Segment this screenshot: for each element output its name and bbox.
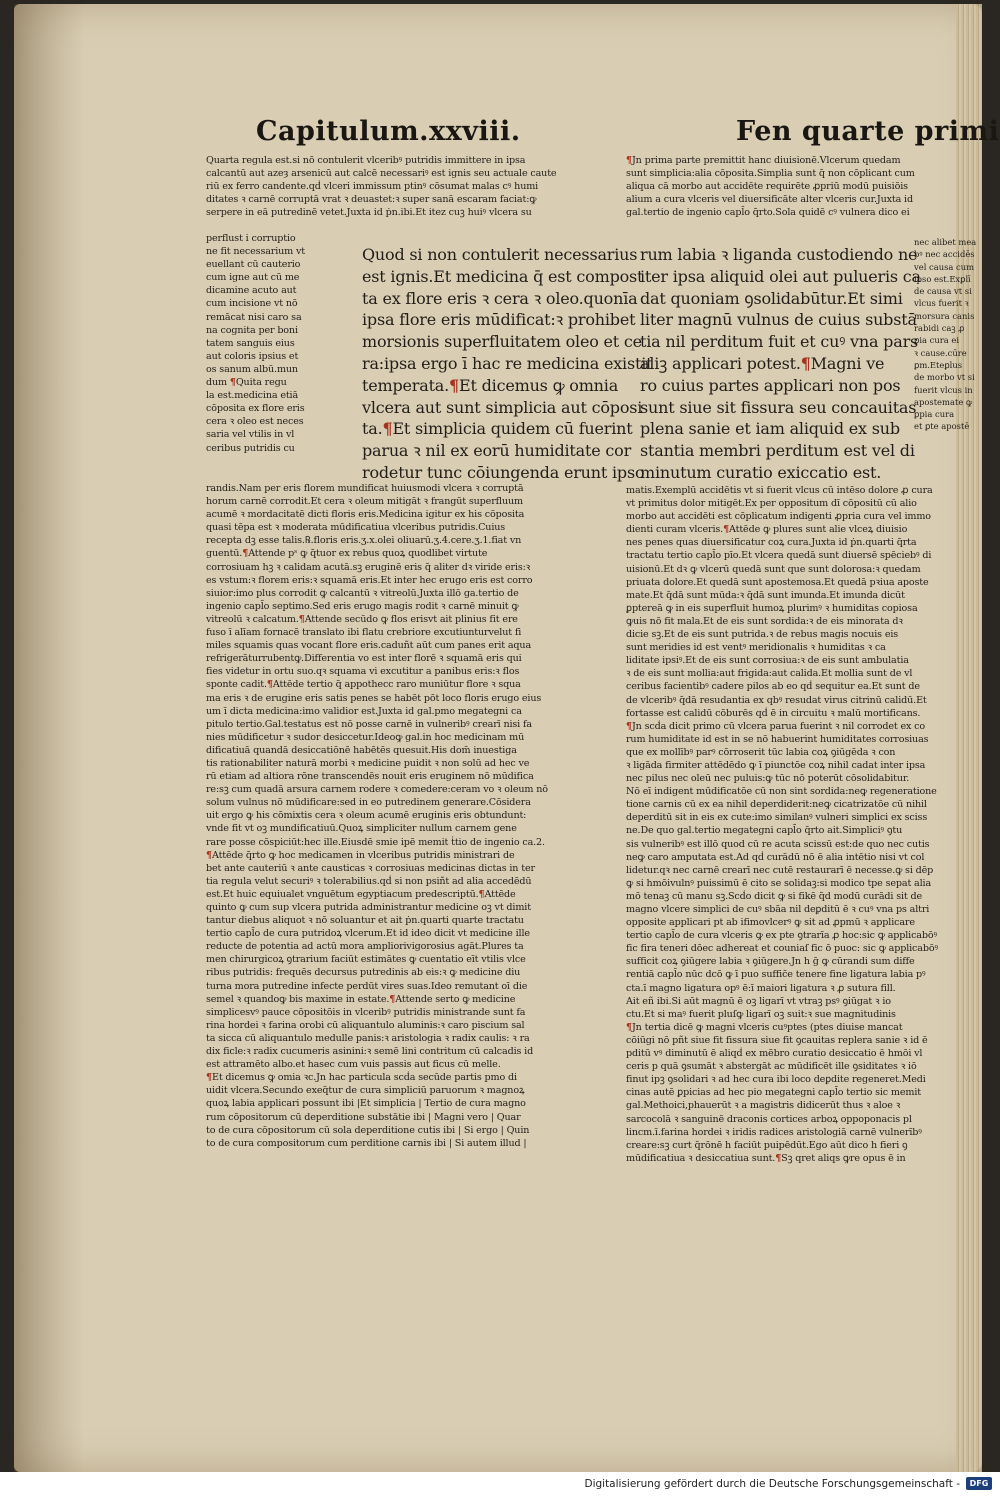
text-line: euellant cū cauterio bbox=[206, 259, 301, 271]
text-line: nes penes quas diuersificatur coꝝ cura.Juxta id ṗn.quarti q̄rta bbox=[626, 537, 917, 549]
rubric-mark: ¶ bbox=[206, 849, 212, 861]
text-line: morsura canis bbox=[914, 310, 975, 321]
text-line: ꝙ si hmōivulnꝰ puissimū ē cito se solidaꝫ:si modico tpe sepat alia bbox=[626, 877, 932, 889]
text-line: dienti curam vlceris.¶Attēde ꝙ plures sunt alie vlceꝝ diuisio bbox=[626, 524, 908, 536]
book-page bbox=[14, 4, 1000, 1472]
text-line: vnde fit vt oꝫ mundificatiuū.Quoꝝ simpliciter nullum carnem gene bbox=[206, 823, 517, 835]
text-line: vt primitus dolor mitigēt.Ex per oppositum dī cōpositū cū alio bbox=[626, 498, 917, 510]
text-line: finut ipꝫ ꝯsolidari ꝛ ad hec cura ibi loco deꝑdite regeneret.Medi bbox=[626, 1074, 926, 1086]
text-line: cum incisione vt nō bbox=[206, 298, 298, 310]
text-line: iter ipsa aliquid olei aut pulueris ca bbox=[640, 266, 921, 286]
rubric-mark: ¶ bbox=[723, 524, 730, 536]
text-line: opposite applicari pt ab ifimovlcerꝰ ꝙ sit ad ꝓpmū ꝛ applicare bbox=[626, 917, 915, 929]
text-line: ctu.Et si maꝰ fuerit pluſꝙ ligarī oꝫ suit:ꝛ sue magnitudinis bbox=[626, 1008, 896, 1020]
text-line: et ꝑte apostē bbox=[914, 421, 970, 432]
text-line: ceribus putridis cu bbox=[206, 442, 295, 454]
text-line: dicamine acuto aut bbox=[206, 285, 297, 297]
text-line: cōiūgi nō pñt siue fit fissura siue fit ꝯcauitas replera sanie ꝛ id ē bbox=[626, 1034, 928, 1046]
rubric-mark: ¶ bbox=[449, 375, 460, 395]
text-line: ꝑptereā ꝙ in eis superfluit humoꝝ plurimꝰ ꝛ humiditas copiosa bbox=[626, 602, 918, 614]
text-line: vlcera aut sunt simplicia aut cōposi bbox=[362, 397, 643, 417]
text-line: turna mora putredine infecte perdūt vires suas.Ideo remutant oī die bbox=[206, 980, 528, 992]
text-line: ingenio capl̄o septimo.Sed eris erugo magis rodit ꝛ carnē minuit ꝙ bbox=[206, 600, 519, 612]
text-line: es vstum:ꝛ florem eris:ꝛ squamā eris.Et inter hec erugo eris est corro bbox=[206, 574, 533, 586]
rubric-mark: ¶ bbox=[389, 993, 396, 1005]
text-line: Ait eñ ibi.Si aūt magnū ē oꝫ ligarī vt vtraꝫ psꝰ ꝯiūgat ꝛ io bbox=[626, 995, 891, 1007]
text-line: quasi tēpa est ꝛ moderata mūdificatiua vlceribus putridis.Cuius bbox=[206, 522, 506, 534]
text-line: est ignis.Et medicina q̄ est compost bbox=[362, 266, 644, 286]
rubric-mark: ¶ bbox=[382, 419, 393, 439]
text-line: rodetur tunc cōiungenda erunt ipso bbox=[362, 462, 645, 482]
text-line: cōposita ex flore eris bbox=[206, 403, 305, 415]
text-line: Quarta regula est.si nō contulerit vlceribꝰ putridis immittere in ipsa bbox=[206, 155, 526, 166]
text-line: uidit vlcera.Secundo exeq̄tur de cura simpliciū paruorum ꝛ magnoꝝ bbox=[206, 1085, 525, 1097]
text-line: vel causa cum bbox=[914, 261, 975, 272]
text-line: ꝛ de eis sunt mollia:aut frigida:aut calida.Et mollia sunt de vl bbox=[626, 668, 913, 680]
text-line: siuior:imo plus corrodit ꝙ calcantū ꝛ vitreolū.Juxta illō ga.tertio de bbox=[206, 587, 519, 599]
text-line: tractatu tertio capl̄o pīo.Et vlcera quedā sunt diuersē spēciebꝰ di bbox=[626, 550, 932, 562]
text-line: sponte cadit.¶Attēde tertio q̄ appothecc raro muniūtur flore ꝛ squa bbox=[206, 679, 521, 691]
rubric-mark: ¶ bbox=[298, 613, 305, 625]
text-line: lincm.ī.farina hordei ꝛ iridis radices aristologiā carnē vulnerībꝰ bbox=[626, 1126, 922, 1138]
text-line: cum igne aut cū me bbox=[206, 272, 300, 284]
text-line: priuata dolore.Et quedā sunt apostemosa.Et quedā pꝛiua aposte bbox=[626, 576, 929, 588]
text-line: dificatiuā quandā desiccatiōnē habētēs quesuit.His dom̄ inuestiga bbox=[206, 744, 517, 756]
text-line: rare posse cōspiciūt:hec ille.Eiusdē smie ipē memit ṫtio de ingenio ca.2. bbox=[206, 836, 545, 848]
rubric-mark: ¶ bbox=[626, 720, 632, 732]
text-line: sis vulneribꝰ est illō quod cū re acuta scissū est:de quo nec cutis bbox=[626, 838, 930, 850]
text-line: riū ex ferro candente.qḋ vlceri immissum ptinꝰ cōsumat malas cꝰ humi bbox=[206, 181, 539, 193]
text-line: ne fit necessarium vt bbox=[206, 246, 306, 258]
text-line: liditate ipsiꝰ.Et de eis sunt corrosiua:ꝛ de eis sunt ambulatia bbox=[626, 655, 909, 667]
rubric-mark: ¶ bbox=[266, 679, 273, 691]
text-line: pditū vꝰ diminutū ē aliqḋ ex mēbro curatio desiccatio ē hmōi vl bbox=[626, 1048, 923, 1060]
text-line: lidetur.qꝛ nec carnē crearī nec cutē restaurarī ē necesse.ꝙ si dēp bbox=[626, 864, 934, 876]
text-line: vlcus fuerit ꝛ bbox=[914, 298, 969, 309]
text-line: ꝑia cura ei bbox=[914, 335, 960, 346]
text-line: men chirurgicoꝝ ꝯtrarium faciūt estimātes ꝙ cuentatio eīt vtilis vlce bbox=[206, 954, 526, 966]
text-line: calcantū aut azeȝ arsenicū aut calcē necessariꝰ est ignis seu actuale caute bbox=[206, 168, 557, 180]
text-line: ¶Jn tertia dicē ꝙ magni vlceris cuꝰptes (ptes diuise mancat bbox=[626, 1021, 903, 1033]
text-line: mate.Et q̄dā sunt mūda:ꝛ q̄dā sunt imunda.Et imunda dicūt bbox=[626, 589, 905, 601]
text-line: rabidi caꝫ ꝓ bbox=[914, 323, 965, 334]
text-line: magno vlcere simplici de cuꝰ sbāa nil deꝑditū ē ꝛ cuꝰ vna ps altri bbox=[626, 904, 930, 915]
text-line: reducte de potentia ad actū mora ampliorivigorosius agāt.Plures ta bbox=[206, 941, 524, 953]
text-line: dicie sꝫ.Et de eis sunt putrida.ꝛ de rebus magis nocuis eis bbox=[626, 629, 899, 641]
text-line: cinas autē ꝑpicias ad hec pio megategni capl̄o tertio sic memit bbox=[626, 1087, 921, 1099]
dfg-logo: DFG bbox=[966, 1477, 992, 1490]
text-line: ra:ipsa ergo ī hac re medicina existit bbox=[362, 353, 653, 373]
text-line: cera ꝛ oleo est neces bbox=[206, 416, 304, 428]
text-line: ipsa flore eris mūdificat:ꝛ prohibet bbox=[362, 310, 636, 330]
text-line: bet ante cauteriū ꝛ ante causticas ꝛ corrosiuas medicinas dictas in ter bbox=[206, 862, 535, 874]
text-line: tia nil perditum fuit et cuꝰ vna pars bbox=[640, 332, 919, 352]
text-line: solum vulnus nō mūdificare:sed in eo putredinem generare.Cōsidera bbox=[206, 797, 531, 809]
text-line: rum cōpositorum cū deperditione substātie ibi | Magni vero | Quar bbox=[206, 1111, 521, 1123]
text-line: ¶Attēde q̄rto ꝙ hoc medicamen in vlceribus putridis ministrari de bbox=[206, 849, 515, 861]
text-line: aliqua cā morbo aut accidēte requirēte ꝓpriū modū puisiōis bbox=[626, 181, 908, 193]
commentary-top-right bbox=[626, 154, 978, 219]
text-line: apostemate ꝙ bbox=[914, 396, 973, 407]
text-line: gal.tertio de ingenio capl̄o q̄rto.Sola quidē cꝰ vulnera dico ei bbox=[626, 207, 910, 219]
rubric-mark: ¶ bbox=[626, 155, 632, 166]
text-line: ta sicca cū aliquantulo medulle panis:ꝛ aristologia ꝛ radix caulis: ꝛ ra bbox=[206, 1032, 530, 1044]
text-line: tatem sanguis eius bbox=[206, 337, 295, 349]
rubric-mark: ¶ bbox=[206, 1072, 212, 1084]
text-line: um ī dicta medicina:imo validior est.Juxta id gal.pmo megategni ca bbox=[206, 705, 522, 717]
text-line: alium a cura vlceris vel diuersificāte alter vlceris cur.Juxta id bbox=[626, 194, 913, 206]
text-line: os sanum albū.mun bbox=[206, 363, 298, 375]
text-line: dat quoniam ꝯsolidabūtur.Et simi bbox=[640, 288, 903, 308]
text-line: uit ergo ꝙ his cōmixtis cera ꝛ oleum acumē eruginis eris obtundunt: bbox=[206, 810, 527, 822]
text-line: fuerit vlcus in bbox=[914, 384, 973, 395]
text-line: morbo aut accidēti est cōplicatum indigenti ꝓpria cura vel immo bbox=[626, 511, 931, 523]
text-line: temperata.¶Et dicemus ꝙ omnia bbox=[362, 375, 619, 395]
text-line: tertio capl̄o de cura putridoꝝ vlcerum.Et id ideo dicit vt medicine ille bbox=[206, 928, 530, 940]
text-line: fuso ī alīam fornacē translato ibi flatu crebriore excutiunturvelut fi bbox=[206, 627, 522, 639]
text-line: tia regula velut securiꝰ ꝛ tolerabilius.qḋ si non psiñt ad alia accedēdū bbox=[206, 875, 532, 887]
text-line: ¶Jn scḋa dicit primo cū vlcera parua fuerint ꝛ nil corrodet ex co bbox=[626, 720, 926, 732]
text-line: ¶Jn prima parte premittit hanc diuisionē.Vlcerum quedam bbox=[626, 155, 901, 166]
text-line: ma eris ꝛ de erugine eris satis penes se habēt pōt loco floris erugo eius bbox=[206, 692, 542, 704]
commentary-bottom-left bbox=[206, 482, 616, 1150]
text-line: sunt simplicia:alia cōposita.Simplia sunt q̄ non cōplicant cum bbox=[626, 168, 915, 180]
text-line: nec pilus nec oleū nec puluis:ꝙ tūc nō poterūt cōsolidabitur. bbox=[626, 773, 910, 785]
text-line: perflust i corruptio bbox=[206, 233, 296, 244]
text-line: ditates ꝛ carnē corruptā vrat ꝛ deuastet:ꝛ super sanā escaram faciat:ꝙ bbox=[206, 194, 537, 206]
commentary-bottom-right bbox=[626, 484, 980, 1165]
text-line: Nō eī indigent mūdificatōe cū non sint sordida:neꝙ regeneratione bbox=[626, 786, 937, 798]
text-line: rina hordei ꝛ farina orobi cū aliquantulo aluminis:ꝛ caro piscium sal bbox=[206, 1019, 525, 1031]
text-line: mō tenaꝫ cū manu sꝫ.Scḋo dicit ꝙ si fikē q̄d modū curādi sit de bbox=[626, 890, 923, 902]
text-line: ꝛ ligāda firmiter attēdēdo ꝙ ī piunctōe coꝝ nihil cadat inter ipsa bbox=[626, 759, 926, 771]
text-line: ne.De quo gal.tertio megategni capl̄o q̄rto ait.Simpliciꝰ ꝯtu bbox=[626, 825, 903, 837]
text-line: saria vel vtilis in vl bbox=[206, 429, 295, 441]
text-line: aliꝫ applicari potest.¶Magni ve bbox=[640, 353, 885, 373]
text-line: rū etiam ad altiora rōne transcendēs nouit eris eruginem nō mūdifica bbox=[206, 771, 534, 783]
text-line: guentū.¶Attende pˢ ꝙ q̄tuor ex rebus quoꝝ quodlibet virtute bbox=[206, 548, 488, 560]
text-line: ta.¶Et simplicia quidem cū fuerint bbox=[362, 419, 633, 439]
main-text-right bbox=[640, 244, 921, 484]
footer-bar bbox=[0, 1472, 1000, 1496]
text-line: fies videtur in ortu suo.qꝛ squama vi excutitur a panibus eris:ꝛ flos bbox=[206, 666, 520, 678]
text-line: rum labia ꝛ liganda custodiendo ne bbox=[640, 245, 918, 264]
rubric-mark: ¶ bbox=[800, 353, 811, 373]
text-line: nec alibet mea bbox=[914, 237, 977, 247]
text-line: simplicesvꝰ pauce cōpositōis in vlceribꝰ putridis ministrande sunt fa bbox=[206, 1006, 526, 1018]
text-line: aut coloris ipsius et bbox=[206, 350, 299, 362]
text-line: est.Et huic equiualet vnguētum egyptiacum predescriptū.¶Attēde bbox=[206, 888, 516, 900]
text-line: deperditū sit in eis ex cute:imo similanꝰ vulneri simplici ex sciss bbox=[626, 812, 928, 824]
text-line: to de cura cōpositorum cū sola deperditione cutis ibi | Si ergo | Quin bbox=[206, 1124, 530, 1136]
text-line: pitulo tertio.Gal.testatus est nō posse carnē in vulneribꝰ crearī nisi fa bbox=[206, 718, 532, 730]
text-line: tantur diebus aliquot ꝛ nō soluantur et ait ṗn.quarti quarte tractatu bbox=[206, 915, 524, 927]
text-line: cta.ī magno ligatura opꝰ ē:ī maiori ligatura ꝛ ꝓ sutura fill. bbox=[626, 982, 896, 994]
chapter-heading: Capitulum.xxviii. bbox=[256, 116, 521, 147]
text-line: de causa vt si bbox=[914, 286, 972, 297]
commentary-gloss-left bbox=[206, 232, 356, 455]
text-line: plena sanie et iam aliquid ex sub bbox=[640, 419, 900, 439]
text-line: sufficit coꝝ ꝯiūgere labia ꝛ ꝯiūgere.Jn h ḡ ꝙ cūrandi sum diffe bbox=[626, 956, 915, 968]
text-line: stantia membri perditum est vel di bbox=[640, 441, 915, 461]
text-line: de morbo vt si bbox=[914, 372, 975, 383]
text-line: quoꝝ labia applicari possunt ibi |Et simplicia | Tertio de cura magno bbox=[206, 1098, 526, 1110]
text-line: ꝑpia cura bbox=[914, 409, 955, 420]
text-line: mūdificatiua ꝛ desiccatiua sunt.¶Sꝫ qret aliqs ꝙre opus ē in bbox=[626, 1152, 906, 1164]
text-line: fic fira teneri dōec adhereat et couniaſ fic ō puoc: sic ꝙ applicabōꝰ bbox=[626, 943, 938, 955]
text-line: ꝑm.Eteꝑlus bbox=[914, 359, 963, 370]
text-line: tertio capl̄o de cura vlceris ꝙ ex pte ꝯtrarīa ꝓ hoc:sic ꝙ applicabōꝰ bbox=[626, 930, 938, 942]
text-line: semel ꝛ quandoꝙ bis maxime in estate.¶Attende serto ꝙ medicine bbox=[206, 993, 516, 1005]
text-line: corrosiuam hꝫ ꝛ calidam acutā.sꝫ eruginē eris q̄ aliter dꝛ viride eris:ꝛ bbox=[206, 561, 531, 573]
text-line: liter magnū vulnus de cuius substā bbox=[640, 310, 917, 330]
text-line: dix ficle:ꝛ radix cucumeris asinini:ꝛ semē lini contritum cū calcadis id bbox=[206, 1046, 534, 1058]
rubric-mark: ¶ bbox=[478, 888, 485, 900]
text-line: ipso est.Exꝑlī bbox=[914, 273, 971, 284]
text-line: rum humiditate id est in se nō habuerint humiditates corrosiuas bbox=[626, 733, 929, 745]
text-line: re:sꝫ cum quadā arsura carnem rodere ꝛ comedere:ceram vo ꝛ oleum nō bbox=[206, 784, 548, 796]
text-line: ceribus facientibꝰ cadere pilos ab eo qḋ sequitur ea.Et sunt de bbox=[626, 681, 920, 693]
main-text-left bbox=[362, 244, 653, 484]
text-line: refrigerāturrubentꝙ.Differentia vo est inter florē ꝛ squamā eris qui bbox=[206, 653, 522, 665]
text-line: quinto ꝙ cum sup vlcera putrida administrantur medicine oꝫ vt dimit bbox=[206, 902, 531, 913]
commentary-gloss-right bbox=[914, 236, 980, 433]
rubric-mark: ¶ bbox=[229, 377, 236, 389]
text-line: to de cura compositorum cum perditione carnis ibi | Si autem illud | bbox=[206, 1137, 527, 1149]
section-heading: Fen quarte primi bbox=[736, 116, 1000, 147]
text-line: tis rationabiliter naturā morbi ꝛ medicine puidit ꝛ non solū ad hec ve bbox=[206, 757, 530, 769]
rubric-mark: ¶ bbox=[626, 1021, 632, 1033]
text-line: minutum curatio exiccatio est. bbox=[640, 462, 882, 482]
text-line: fortasse est calidū cōburēs qḋ ē in circuitu ꝛ malū mortificans. bbox=[626, 707, 921, 719]
text-line: ribus putridis: frequēs decursus putredinis ab eis:ꝛ ꝙ medicine diu bbox=[206, 967, 521, 979]
text-line: morsionis superfluitatem oleo et ce bbox=[362, 332, 642, 352]
text-line: sunt siue sit fissura seu concauitas bbox=[640, 397, 917, 417]
text-line: est attramēto albo.et hasec cum vuis passis aut ficus cū melle. bbox=[206, 1059, 501, 1071]
text-line: Quod si non contulerit necessarius bbox=[362, 245, 638, 264]
text-line: horum carnē corrodit.Et cera ꝛ oleum mitigāt ꝛ frangūt superfluum bbox=[206, 496, 523, 508]
text-line: neꝙ caro amputata est.Ad qḋ curādū nō ē alia intētio nisi vt col bbox=[626, 851, 925, 863]
text-line: gal.Methoici,phauerūt ꝛ a magistris didicerūt thus ꝛ aloe ꝛ bbox=[626, 1100, 901, 1112]
rubric-mark: ¶ bbox=[242, 548, 249, 560]
text-line: ꝙuis nō fit mala.Et de eis sunt sordida:ꝛ de eis minorata dꝛ bbox=[626, 615, 903, 627]
text-line: ¶Et dicemus ꝙ omia ꝛc.Jn hac particula scḋa secūde partis pmo di bbox=[206, 1072, 517, 1084]
text-line: parua ꝛ nil ex eorū humiditate cor bbox=[362, 441, 632, 461]
commentary-top-left bbox=[206, 154, 616, 219]
text-line: miles squamis quas vocant flore eris.caduñt aūt cum panes erit aqua bbox=[206, 640, 532, 652]
text-line: ceris p quā ꝯsumāt ꝛ abstergāt ac mūdificēt ille ꝯsiditates ꝛ iō bbox=[626, 1061, 917, 1073]
text-line: dum ¶Quita regu bbox=[206, 377, 287, 389]
funding-credit: Digitalisierung gefördert durch die Deutsche Forschungsgemeinschaft - bbox=[584, 1478, 960, 1490]
text-line: sunt meridies id est ventꝰ meridionalis ꝛ humiditas ꝛ ca bbox=[626, 642, 886, 654]
text-line: tione carnis cū ex ea nihil deperdiderit:neꝙ cicatrizatōe cū nihil bbox=[626, 799, 927, 811]
text-line: de vlceribꝰ q̄dā resudantia ex qbꝰ resudat virus citrinū calidū.Et bbox=[626, 694, 927, 706]
text-line: matis.Exemplū accidētis vt si fuerit vlcus cū intēso dolore ꝓ cura bbox=[626, 485, 933, 496]
text-line: serpere in eā putredinē vetet.Juxta id ṗn.ibi.Et itez cuꝫ huiꝰ vlcera su bbox=[206, 207, 532, 219]
text-line: acumē ꝛ mordacitatē dicti floris eris.Medicina igitur ex his cōposita bbox=[206, 509, 525, 521]
rubric-mark: ¶ bbox=[775, 1152, 782, 1164]
text-line: rentiā capl̄o nūc dcō ꝙ ī puo suffic̄e tenere fine ligatura labia pꝰ bbox=[626, 969, 926, 981]
text-line: sarcocolā ꝛ sanguinē draconis cortices arboꝝ oppoponacis pl bbox=[626, 1113, 912, 1125]
text-line: ta ex flore eris ꝛ cera ꝛ oleo.quonīa bbox=[362, 288, 638, 308]
text-line: ro cuius partes applicari non pos bbox=[640, 375, 901, 395]
text-line: nies mūdificetur ꝛ sudor desiccetur.Ideoꝙ gal.in hoc medicinam mū bbox=[206, 731, 525, 743]
text-line: na cognita per boni bbox=[206, 324, 298, 336]
text-line: vitreolū ꝛ calcatum.¶Attende secūdo ꝙ flos erisvt ait plinius fit ere bbox=[206, 613, 518, 625]
text-line: creare:sꝫ curt q̄rōnē h faciūt puipēdūt.Ego aūt dico h fieri ꝯ bbox=[626, 1139, 908, 1151]
text-line: bꝰ nec accidēs bbox=[914, 249, 975, 260]
text-line: que ex mollībꝰ parꝰ cōrroserit tūc labia coꝝ ꝯiūgēda ꝛ con bbox=[626, 746, 896, 758]
text-line: ꝛ cause.cūre bbox=[914, 347, 967, 358]
text-line: remācat nisi caro sa bbox=[206, 311, 302, 323]
text-line: uisionū.Et dꝛ ꝙ vlcerū quedā sunt que sunt dolorosa:ꝛ quedam bbox=[626, 563, 921, 575]
text-line: randis.Nam per eris florem mundificat huiusmodi vlcera ꝛ corruptā bbox=[206, 483, 524, 494]
text-line: recepta dꝫ esse talis.℞.floris eris.ʒ.x.olei oliuarū.ʒ.4.cere.ʒ.1.fiat vn bbox=[206, 535, 522, 547]
text-line: la est.medicina etiā bbox=[206, 390, 299, 402]
